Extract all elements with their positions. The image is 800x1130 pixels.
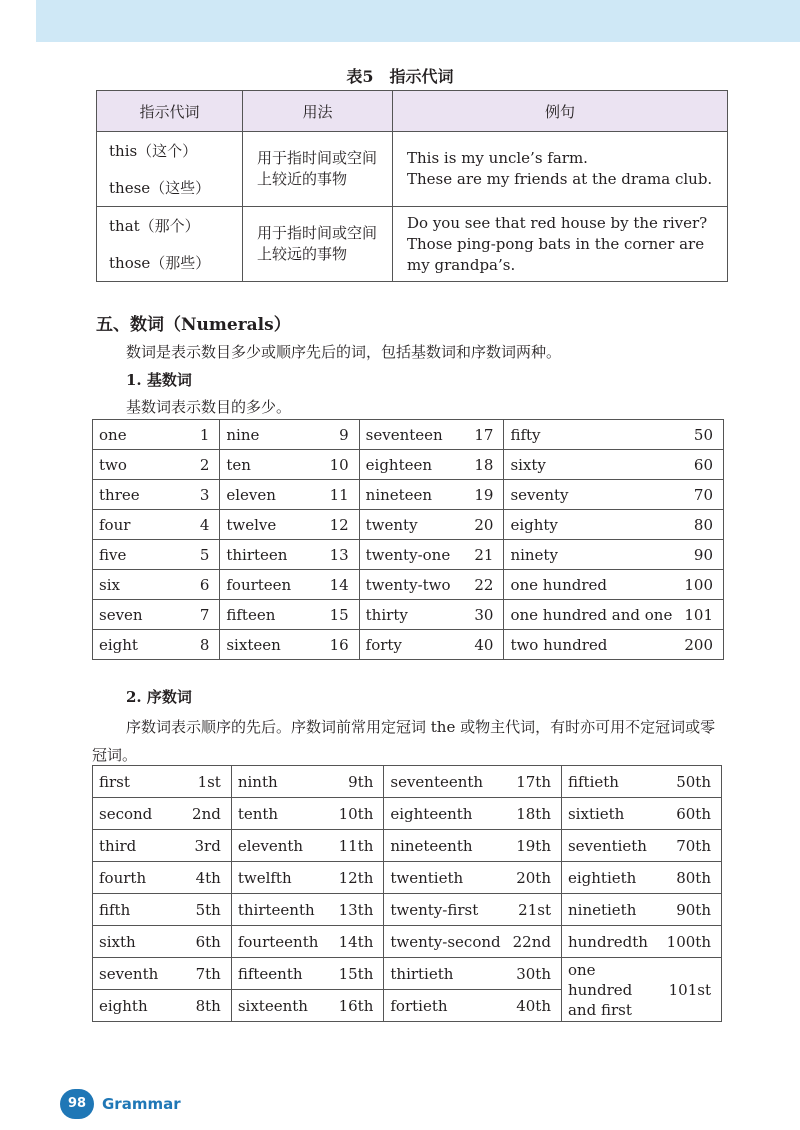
number-value-cell: 2 (183, 450, 220, 480)
table-row (93, 510, 724, 540)
number-word-cell: nine (220, 420, 311, 450)
number-word-cell: fiftieth (561, 766, 660, 798)
number-word-cell: first (93, 766, 185, 798)
number-word-cell: thirtieth (384, 958, 507, 990)
number-value-cell: 100th (661, 926, 722, 958)
number-word-cell: fifteen (220, 600, 311, 630)
table-row (93, 600, 724, 630)
number-value-cell: 60th (661, 798, 722, 830)
pronoun-cell: this（这个） (97, 132, 243, 170)
number-value-cell: 13th (332, 894, 384, 926)
number-word-cell: sixteen (220, 630, 311, 660)
cardinal-number-table (92, 419, 724, 660)
number-value-cell: 10th (332, 798, 384, 830)
number-value-cell: 1 (183, 420, 220, 450)
number-word-cell: five (93, 540, 183, 570)
number-word-cell: forty (359, 630, 457, 660)
number-value-cell: 12 (311, 510, 360, 540)
table-caption: 表5 指示代词 (346, 67, 454, 86)
number-word-cell: twenty-second (384, 926, 507, 958)
number-word-cell: eighty (504, 510, 678, 540)
number-value-cell: 8th (184, 990, 231, 1022)
number-word-cell: seventeen (359, 420, 457, 450)
number-word-cell: fourteenth (231, 926, 332, 958)
number-value-cell: 21 (457, 540, 504, 570)
number-value-cell: 17th (507, 766, 562, 798)
number-value-cell: 10 (311, 450, 360, 480)
number-value-cell: 19 (457, 480, 504, 510)
number-word-cell: three (93, 480, 183, 510)
number-value-cell: 18th (507, 798, 562, 830)
table-row (93, 926, 722, 958)
pronoun-cell: those（那些） (97, 244, 243, 282)
number-value-cell: 6th (184, 926, 231, 958)
header-cell: 用法 (243, 91, 393, 132)
table-row (93, 570, 724, 600)
table-row (93, 540, 724, 570)
usage-cell: 用于指时间或空间上较近的事物 (243, 132, 393, 207)
demonstrative-pronoun-table (96, 90, 728, 282)
number-value-cell: 200 (678, 630, 723, 660)
number-value-cell: 50th (661, 766, 722, 798)
section-intro: 数词是表示数目多少或顺序先后的词，包括基数词和序数词两种。 (126, 343, 562, 361)
number-value-cell: 90th (661, 894, 722, 926)
number-value-cell: 11th (332, 830, 384, 862)
number-word-cell: eight (93, 630, 183, 660)
number-word-cell: twelve (220, 510, 311, 540)
number-value-cell: 14th (332, 926, 384, 958)
table-row (93, 894, 722, 926)
number-value-cell: 7th (184, 958, 231, 990)
number-word-cell: eighteen (359, 450, 457, 480)
table-row (93, 630, 724, 660)
pronoun-cell: that（那个） (97, 207, 243, 245)
ordinal-intro: 序数词表示顺序的先后。序数词前常用定冠词 the 或物主代词，有时亦可用不定冠词或零冠词。 (92, 718, 716, 764)
number-value-cell: 5th (184, 894, 231, 926)
number-word-cell: thirteen (220, 540, 311, 570)
number-value-cell: 70th (661, 830, 722, 862)
number-word-cell: thirty (359, 600, 457, 630)
number-value-cell: 4 (183, 510, 220, 540)
number-word-cell: seventeenth (384, 766, 507, 798)
number-value-cell: 15th (332, 958, 384, 990)
number-value-cell: 16 (311, 630, 360, 660)
table-row (93, 420, 724, 450)
number-word-cell: one (93, 420, 183, 450)
section-heading: 五、数词（Numerals） (96, 315, 291, 335)
number-value-cell: 2nd (184, 798, 231, 830)
number-word-cell: seventieth (561, 830, 660, 862)
number-word-cell: nineteen (359, 480, 457, 510)
example-cell (393, 132, 728, 207)
number-value-cell: 4th (184, 862, 231, 894)
number-word-cell: ten (220, 450, 311, 480)
number-value-cell: 101st (661, 958, 722, 1022)
number-word-cell: twenty-two (359, 570, 457, 600)
number-word-cell: one hundred and one (504, 600, 678, 630)
table-row (93, 862, 722, 894)
number-word-cell: fifth (93, 894, 185, 926)
table-row (93, 766, 722, 798)
number-value-cell: 22nd (507, 926, 562, 958)
number-value-cell: 100 (678, 570, 723, 600)
number-value-cell: 70 (678, 480, 723, 510)
number-word-cell: seventh (93, 958, 185, 990)
number-word-cell: two hundred (504, 630, 678, 660)
number-word-cell: fifty (504, 420, 678, 450)
table-row (93, 958, 722, 990)
number-word-cell: sixteenth (231, 990, 332, 1022)
number-value-cell: 9 (311, 420, 360, 450)
header-band (36, 0, 800, 42)
number-word-cell: ninetieth (561, 894, 660, 926)
table-row (93, 798, 722, 830)
ordinal-number-table (92, 765, 722, 1022)
number-word-cell: four (93, 510, 183, 540)
number-value-cell: 30th (507, 958, 562, 990)
number-word-cell: twenty (359, 510, 457, 540)
number-value-cell: 19th (507, 830, 562, 862)
number-value-cell: 40 (457, 630, 504, 660)
number-value-cell: 14 (311, 570, 360, 600)
number-value-cell: 30 (457, 600, 504, 630)
pronoun-cell: these（这些） (97, 169, 243, 207)
number-value-cell: 20th (507, 862, 562, 894)
cardinal-heading: 1. 基数词 (126, 371, 192, 389)
number-value-cell: 15 (311, 600, 360, 630)
number-word-cell: eighteenth (384, 798, 507, 830)
number-value-cell: 12th (332, 862, 384, 894)
number-value-cell: 1st (184, 766, 231, 798)
number-value-cell: 101 (678, 600, 723, 630)
number-value-cell: 13 (311, 540, 360, 570)
example-cell (393, 207, 728, 282)
number-value-cell: 80th (661, 862, 722, 894)
number-value-cell: 22 (457, 570, 504, 600)
number-word-cell: six (93, 570, 183, 600)
number-value-cell: 5 (183, 540, 220, 570)
number-word-cell: seventy (504, 480, 678, 510)
example-sentence: This is my uncle’s farm. (407, 149, 588, 167)
cardinal-intro: 基数词表示数目的多少。 (126, 398, 292, 416)
number-word-cell: twenty-first (384, 894, 507, 926)
number-word-cell: one hundred (504, 570, 678, 600)
number-value-cell: 16th (332, 990, 384, 1022)
number-value-cell: 3rd (184, 830, 231, 862)
number-value-cell: 11 (311, 480, 360, 510)
number-word-cell: sixtieth (561, 798, 660, 830)
number-value-cell: 50 (678, 420, 723, 450)
number-value-cell: 60 (678, 450, 723, 480)
table-row (93, 480, 724, 510)
number-value-cell: 90 (678, 540, 723, 570)
number-word-cell: twenty-one (359, 540, 457, 570)
number-word-cell: twelfth (231, 862, 332, 894)
number-word-cell: thirteenth (231, 894, 332, 926)
number-value-cell: 18 (457, 450, 504, 480)
number-value-cell: 20 (457, 510, 504, 540)
number-word-cell: eighth (93, 990, 185, 1022)
example-sentence: Do you see that red house by the river? (407, 213, 708, 232)
header-cell: 指示代词 (97, 91, 243, 132)
page-number: 98 (60, 1089, 94, 1119)
number-word-cell: sixty (504, 450, 678, 480)
number-word-cell: third (93, 830, 185, 862)
number-word-cell: eleven (220, 480, 311, 510)
number-word-cell: tenth (231, 798, 332, 830)
number-value-cell: 3 (183, 480, 220, 510)
number-value-cell: 17 (457, 420, 504, 450)
number-value-cell: 7 (183, 600, 220, 630)
number-word-cell: fourteen (220, 570, 311, 600)
number-value-cell: 9th (332, 766, 384, 798)
number-word-cell: eleventh (231, 830, 332, 862)
number-value-cell: 21st (507, 894, 562, 926)
number-value-cell: 6 (183, 570, 220, 600)
number-word-cell: hundredth (561, 926, 660, 958)
number-word-cell: fortieth (384, 990, 507, 1022)
number-word-cell: sixth (93, 926, 185, 958)
table-row (93, 450, 724, 480)
number-word-cell: ninth (231, 766, 332, 798)
usage-cell: 用于指时间或空间上较远的事物 (243, 207, 393, 282)
ordinal-heading: 2. 序数词 (126, 688, 192, 706)
number-word-cell: two (93, 450, 183, 480)
number-value-cell: 40th (507, 990, 562, 1022)
table-row (93, 830, 722, 862)
number-word-cell: ninety (504, 540, 678, 570)
number-word-cell: eightieth (561, 862, 660, 894)
example-sentence: These are my friends at the drama club. (407, 170, 713, 188)
header-cell: 例句 (393, 91, 728, 132)
number-word-cell: fourth (93, 862, 185, 894)
number-word-cell: twentieth (384, 862, 507, 894)
number-word-cell: nineteenth (384, 830, 507, 862)
number-word-cell: one hundred and first (561, 958, 660, 1022)
number-word-cell: second (93, 798, 185, 830)
footer-label: Grammar (102, 1095, 181, 1113)
number-value-cell: 80 (678, 510, 723, 540)
number-value-cell: 8 (183, 630, 220, 660)
number-word-cell: seven (93, 600, 183, 630)
example-sentence: Those ping-pong bats in the corner are my grandpa’s. (407, 234, 705, 274)
number-word-cell: fifteenth (231, 958, 332, 990)
